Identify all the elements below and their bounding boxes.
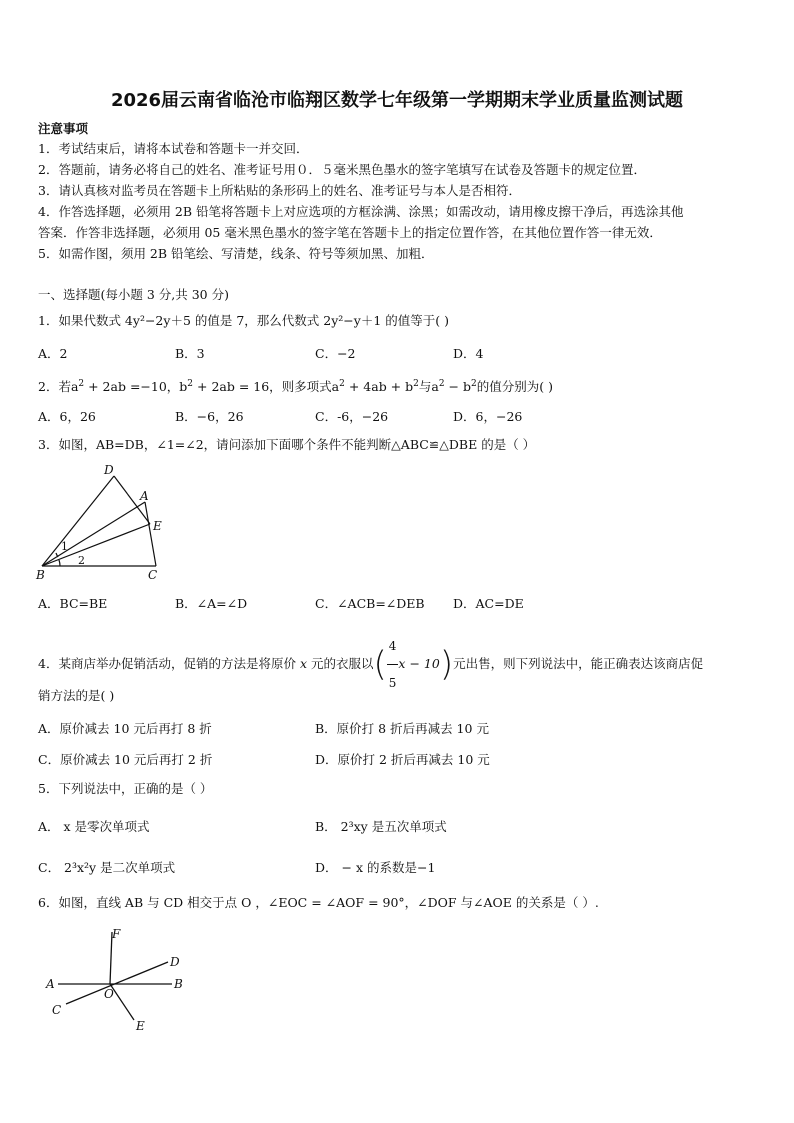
q1-option-a: A．2: [38, 346, 68, 361]
label-angle-2: 2: [78, 554, 85, 567]
notice-item-5: 5．如需作图，须用 2B 铅笔绘、写清楚，线条、符号等须加黑、加粗．: [38, 246, 434, 261]
q2-sup: 2: [413, 379, 419, 389]
label-f: F: [112, 927, 121, 941]
q3-option-d: D．AC=DE: [453, 596, 524, 611]
q4-stem-part: 4．某商店举办促销活动，促销的方法是将原价: [38, 656, 296, 671]
q4-fraction: [387, 628, 399, 701]
line-cd: [66, 962, 168, 1004]
q2-stem-part: + 4ab + b: [344, 379, 414, 395]
q2-stem-part: + 2ab = 16，则多项式a: [193, 379, 340, 395]
label-b: B: [36, 568, 45, 582]
q5-stem: 5．下列说法中，正确的是（ ）: [38, 781, 213, 796]
q6-stem: 6．如图，直线 AB 与 CD 相交于点 O ，∠EOC = ∠AOF = 90°，∠DOF 与∠AOE 的关系是（ ）.: [38, 895, 599, 910]
q4-stem: [38, 628, 703, 701]
q2-sup: 2: [438, 379, 445, 389]
section-heading: 一、选择题(每小题 3 分,共 30 分): [38, 287, 229, 302]
q2-stem-part: 2．若a: [38, 379, 79, 395]
q2-option-c: C．-6，−26: [315, 409, 389, 424]
label-a: A: [140, 489, 149, 503]
label-d: D: [170, 955, 180, 969]
q2-stem-part: 的值分别为( ): [476, 379, 553, 395]
notice-item-4-cont: 答案．作答非选择题，必须用 05 毫米黑色墨水的签字笔在答题卡上的指定位置作答，在其他位置作答一律无效．: [38, 225, 662, 240]
q2-stem-part: 与a: [418, 379, 439, 395]
q2-sup: 2: [187, 379, 194, 389]
angle-1-arc: [56, 553, 58, 557]
q4-frac-num: 4: [387, 628, 399, 665]
q3-option-c: C．∠ACB=∠DEB: [315, 596, 425, 611]
q2-sup: 2: [470, 379, 477, 389]
q1-option-b: B．3: [175, 346, 205, 361]
label-angle-1: 1: [61, 540, 68, 553]
q2-option-b: B．−6，26: [175, 409, 244, 424]
q2-stem-part: + 2ab =−10，b: [84, 379, 188, 395]
q3-stem: 3．如图，AB=DB，∠1=∠2，请问添加下面哪个条件不能判断△ABC≌△DBE 的是（ ）: [38, 437, 536, 452]
q2-stem: [38, 376, 553, 395]
q4-option-d: D．原价打 2 折后再减去 10 元: [315, 752, 490, 767]
q4-frac-tail: x − 10: [398, 656, 440, 671]
q4-option-b: B．原价打 8 折后再减去 10 元: [315, 721, 489, 736]
notice-item-1: 1．考试结束后，请将本试卷和答题卡一并交回．: [38, 141, 309, 156]
label-d: D: [104, 463, 114, 477]
q3-option-b: B．∠A=∠D: [175, 596, 248, 611]
q5-option-c: C． 2³x²y 是二次单项式: [38, 860, 176, 875]
q5-option-a: A． x 是零次单项式: [38, 819, 150, 834]
q4-paren-right: ): [439, 644, 454, 685]
label-e: E: [153, 519, 162, 533]
label-a: A: [46, 977, 55, 991]
q4-stem-part: 元出售，则下列说法中，能正确表达该商店促: [453, 656, 704, 671]
page-title: 2026届云南省临沧市临翔区数学七年级第一学期期末学业质量监测试题: [110, 90, 684, 111]
q2-option-d: D．6，−26: [453, 409, 523, 424]
angle-2-arc: [59, 560, 60, 566]
q3-triangle-figure: [34, 462, 174, 587]
q2-sup: 2: [339, 379, 345, 389]
q3-option-a: A．BC=BE: [38, 596, 108, 611]
q1-option-d: D．4: [453, 346, 484, 361]
q4-frac-den: 5: [388, 676, 397, 690]
q6-lines-figure: [44, 924, 194, 1034]
notice-heading: 注意事项: [38, 121, 89, 136]
label-c: C: [52, 1003, 62, 1017]
label-c: C: [148, 568, 158, 582]
q4-option-c: C．原价减去 10 元后再打 2 折: [38, 752, 213, 767]
segment-ca: [145, 502, 156, 566]
q4-paren-left: (: [373, 644, 387, 685]
q2-stem-part: − b: [444, 379, 471, 395]
q5-option-d: D． − x 的系数是−1: [315, 860, 436, 875]
q2-sup: 2: [78, 379, 85, 389]
notice-item-2: 2．答题前，请务必将自己的姓名、准考证号用０．５毫米黑色墨水的签字笔填写在试卷及答题卡的规定位置．: [38, 162, 646, 177]
q1-stem: 1．如果代数式 4y²−2y＋5 的值是 7，那么代数式 2y²−y＋1 的值等于( ): [38, 313, 449, 328]
q4-option-a: A．原价减去 10 元后再打 8 折: [38, 721, 212, 736]
label-e: E: [136, 1019, 145, 1033]
q1-option-c: C．−2: [315, 346, 356, 361]
q4-var-x: x: [299, 656, 308, 671]
q4-stem-part: 元的衣服以: [311, 656, 374, 671]
label-b: B: [174, 977, 183, 991]
q2-option-a: A．6，26: [38, 409, 96, 424]
q5-option-b: B． 2³xy 是五次单项式: [315, 819, 447, 834]
label-o: O: [104, 987, 114, 1001]
q4-stem-line2: 销方法的是( ): [38, 688, 115, 703]
notice-item-3: 3．请认真核对监考员在答题卡上所粘贴的条形码上的姓名、准考证号与本人是否相符．: [38, 183, 521, 198]
notice-item-4: 4．作答选择题，必须用 2B 铅笔将答题卡上对应选项的方框涂满、涂黑；如需改动，请用橡皮擦干净后，再选涂其他: [38, 204, 684, 219]
